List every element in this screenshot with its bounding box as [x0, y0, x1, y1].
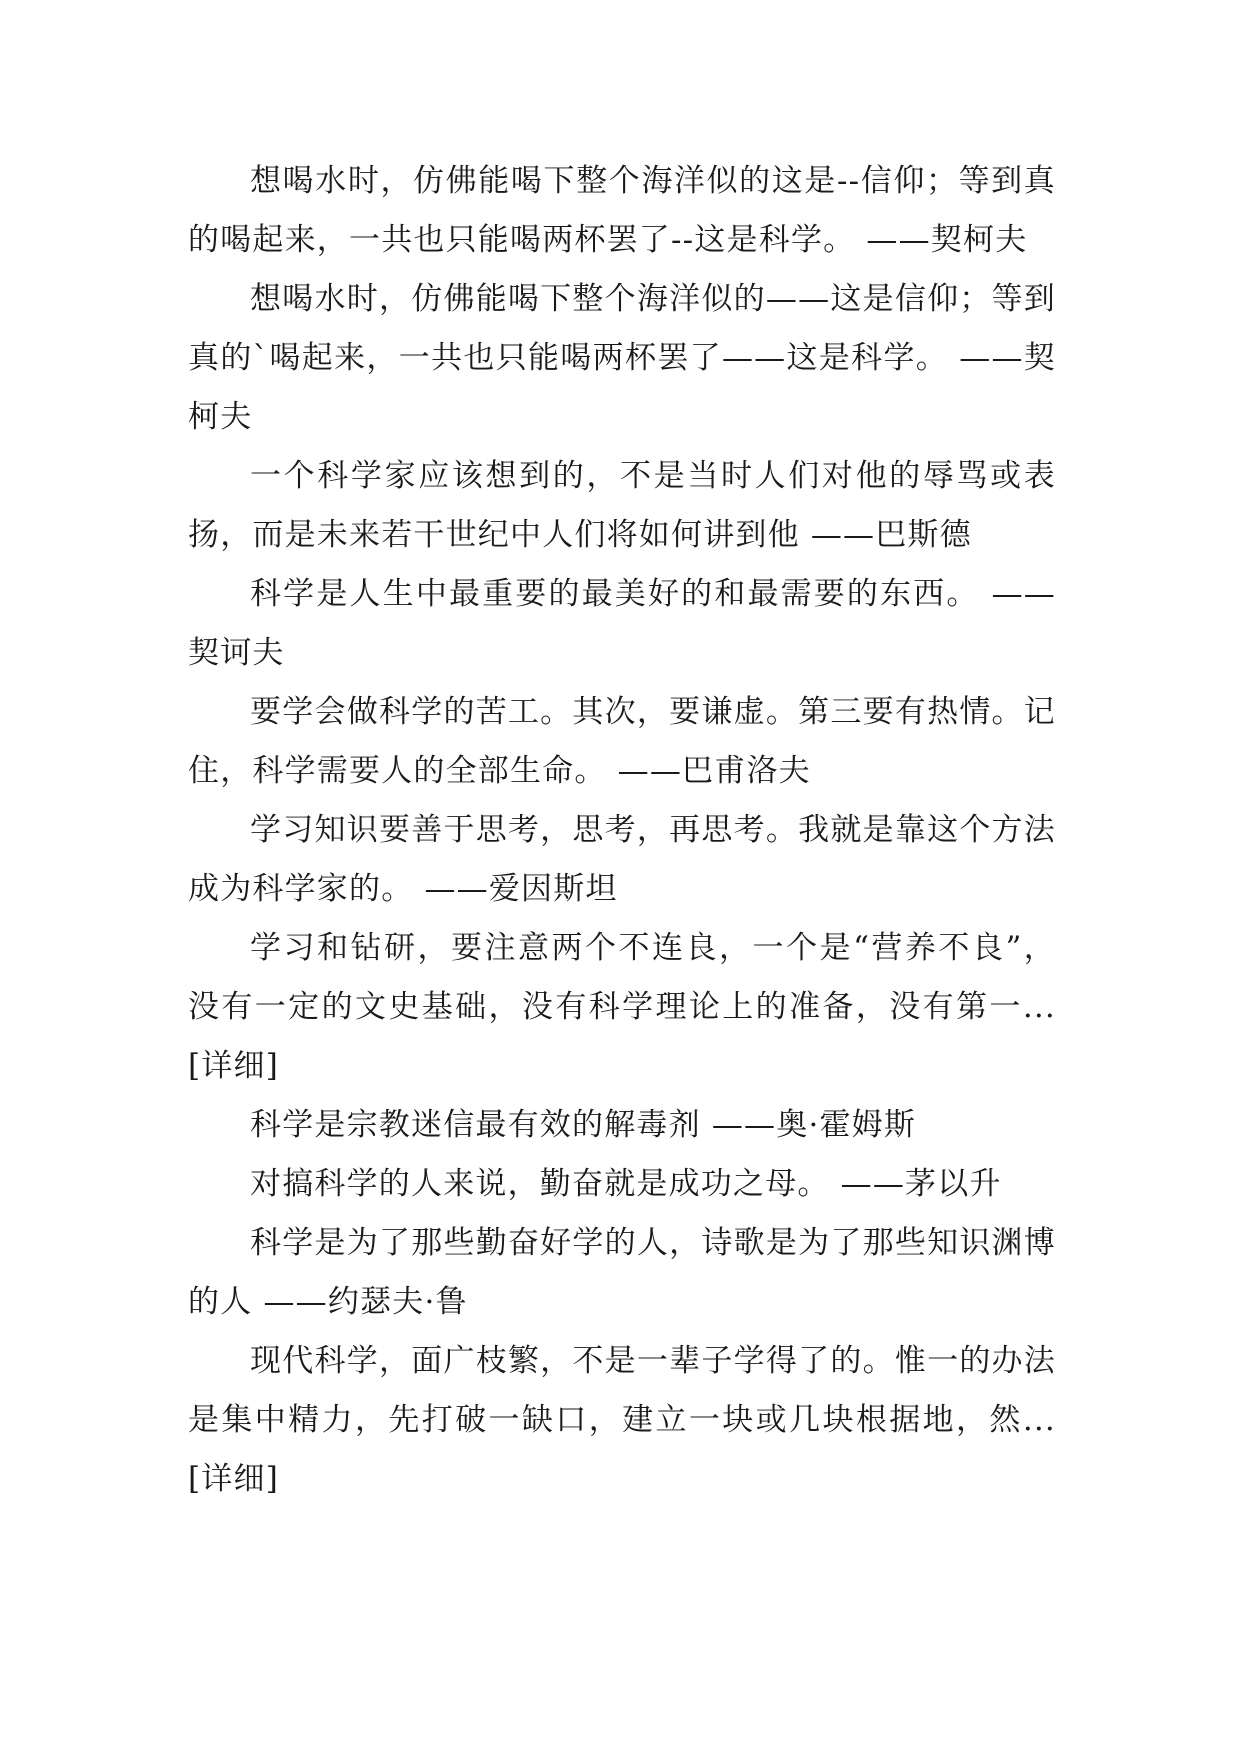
quote-paragraph: 一个科学家应该想到的，不是当时人们对他的辱骂或表扬，而是未来若干世纪中人们将如何讲到他 ——巴斯德	[188, 458, 1056, 553]
quote-paragraph: 科学是为了那些勤奋好学的人，诗歌是为了那些知识渊博的人 ——约瑟夫·鲁	[188, 1225, 1056, 1320]
quote-paragraph: 学习知识要善于思考，思考，再思考。我就是靠这个方法成为科学家的。 ——爱因斯坦	[188, 812, 1056, 907]
quote-paragraph: 想喝水时，仿佛能喝下整个海洋似的这是--信仰；等到真的喝起来，一共也只能喝两杯罢了--这是科学。 ——契柯夫	[188, 163, 1056, 258]
quote-paragraph: 对搞科学的人来说，勤奋就是成功之母。 ——茅以升	[250, 1166, 1002, 1202]
quote-paragraph: 学习和钻研，要注意两个不连良，一个是“营养不良”，没有一定的文史基础，没有科学理论上的准备，没有第一...[详细]	[188, 930, 1056, 1084]
quote-paragraph: 要学会做科学的苦工。其次，要谦虚。第三要有热情。记住，科学需要人的全部生命。 ——巴甫洛夫	[188, 694, 1056, 789]
quote-paragraph: 现代科学，面广枝繁，不是一辈子学得了的。惟一的办法是集中精力，先打破一缺口，建立一块或几块根据地，然...[详细]	[188, 1343, 1056, 1497]
quote-paragraph: 科学是宗教迷信最有效的解毒剂 ——奥·霍姆斯	[250, 1107, 917, 1143]
quote-paragraph: 科学是人生中最重要的最美好的和最需要的东西。 ——契诃夫	[188, 576, 1056, 671]
document-page	[188, 152, 1056, 1509]
quote-paragraph: 想喝水时，仿佛能喝下整个海洋似的——这是信仰；等到真的`喝起来，一共也只能喝两杯罢了——这是科学。 ——契柯夫	[188, 281, 1056, 435]
